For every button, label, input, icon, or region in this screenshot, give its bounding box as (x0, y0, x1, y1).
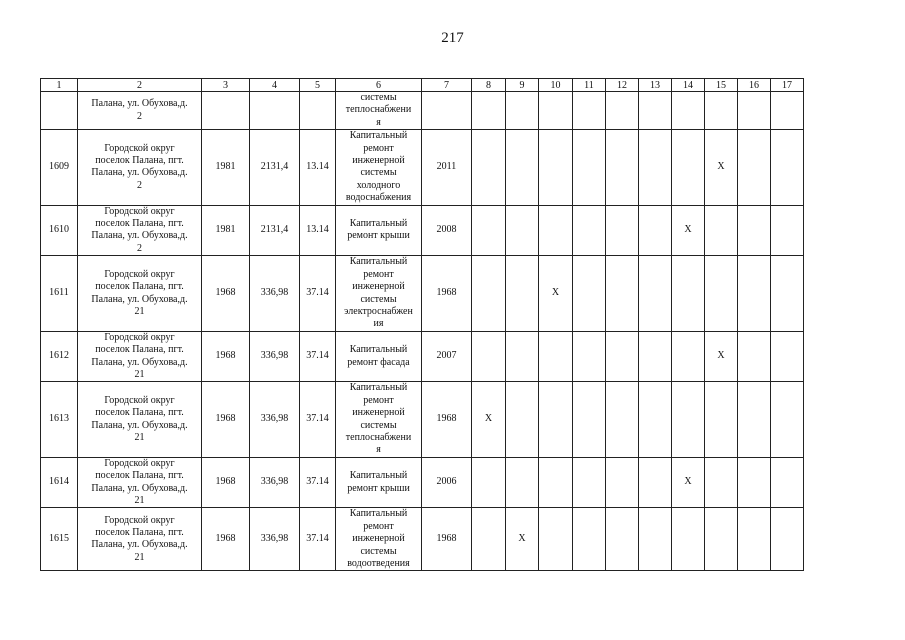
work-type-cell-line: системы (360, 545, 397, 557)
empty-cell (738, 508, 771, 571)
work-type-cell-line: я (376, 444, 381, 456)
work-type-cell-line: Капитальный (349, 382, 408, 394)
area-cell: 336,98 (250, 457, 300, 508)
work-type-cell-line: ремонт фасада (347, 356, 410, 368)
empty-cell (472, 256, 506, 331)
column-number-header: 13 (639, 79, 672, 92)
code-cell: 13.14 (300, 205, 336, 256)
empty-cell (771, 508, 804, 571)
table-row (41, 331, 804, 382)
year-built-cell: 1968 (202, 256, 250, 331)
empty-cell (472, 92, 506, 130)
year-done-cell: 1968 (422, 382, 472, 457)
empty-cell (771, 457, 804, 508)
empty-cell (606, 331, 639, 382)
year-built-cell: 1968 (202, 382, 250, 457)
year-done-cell: 1968 (422, 508, 472, 571)
work-type-cell (336, 457, 422, 508)
empty-cell (472, 508, 506, 571)
work-type-cell-line: водоотведения (347, 558, 410, 570)
empty-cell (606, 382, 639, 457)
table-body (41, 92, 804, 571)
work-type-cell-line: Капитальный (349, 470, 408, 482)
empty-cell (539, 130, 573, 205)
work-type-cell (336, 382, 422, 457)
empty-cell (472, 205, 506, 256)
address-cell-line: Городской округ (104, 268, 175, 280)
area-cell: 336,98 (250, 331, 300, 382)
work-type-cell-line: теплоснабжени (345, 104, 412, 116)
empty-cell (606, 130, 639, 205)
empty-cell (639, 382, 672, 457)
year-built-cell: 1981 (202, 205, 250, 256)
work-type-cell-line: я (376, 116, 381, 128)
address-cell-line: Палана, ул. Обухова,д. (91, 482, 188, 494)
table-row (41, 256, 804, 331)
empty-cell (506, 256, 539, 331)
empty-cell (672, 92, 705, 130)
year-built-cell: 1968 (202, 331, 250, 382)
address-cell-line: 2 (137, 179, 142, 191)
address-cell-line: поселок Палана, пгт. (95, 281, 184, 293)
empty-cell (506, 92, 539, 130)
empty-cell (705, 457, 738, 508)
empty-cell (639, 457, 672, 508)
address-cell-line: 21 (134, 551, 145, 563)
table-row (41, 508, 804, 571)
work-type-cell-line: инженерной (352, 533, 405, 545)
empty-cell (705, 256, 738, 331)
empty-cell (506, 331, 539, 382)
column-number-header: 7 (422, 79, 472, 92)
address-cell (78, 331, 202, 382)
work-type-cell-line: системы (360, 293, 397, 305)
empty-cell (672, 508, 705, 571)
work-type-cell (336, 130, 422, 205)
column-number-header: 4 (250, 79, 300, 92)
empty-cell (606, 508, 639, 571)
row-id-cell: 1614 (41, 457, 78, 508)
empty-cell (573, 457, 606, 508)
year-done-cell: 2007 (422, 331, 472, 382)
column-number-header: 16 (738, 79, 771, 92)
empty-cell (506, 457, 539, 508)
address-cell-line: 2 (137, 242, 142, 254)
empty-cell (472, 457, 506, 508)
empty-cell (573, 130, 606, 205)
work-type-cell-line: ия (373, 318, 384, 330)
header-row (41, 79, 804, 92)
x-mark-cell: X (672, 205, 705, 256)
empty-cell (539, 457, 573, 508)
column-number-header: 14 (672, 79, 705, 92)
empty-cell (506, 130, 539, 205)
empty-cell (771, 331, 804, 382)
empty-cell (771, 256, 804, 331)
column-number-header: 6 (336, 79, 422, 92)
empty-cell (771, 92, 804, 130)
address-cell-line: 21 (134, 368, 145, 380)
empty-cell (639, 256, 672, 331)
column-number-header: 17 (771, 79, 804, 92)
code-cell: 37.14 (300, 256, 336, 331)
empty-cell (573, 205, 606, 256)
year-done-cell (422, 92, 472, 130)
year-built-cell: 1968 (202, 508, 250, 571)
address-cell-line: Городской округ (104, 205, 175, 217)
work-type-cell-line: Капитальный (349, 256, 408, 268)
address-cell-line: Городской округ (104, 457, 175, 469)
work-type-cell (336, 256, 422, 331)
area-cell (250, 92, 300, 130)
empty-cell (672, 382, 705, 457)
empty-cell (573, 92, 606, 130)
work-type-cell-line: инженерной (352, 407, 405, 419)
work-type-cell-line: Капитальный (349, 130, 408, 142)
address-cell-line: поселок Палана, пгт. (95, 527, 184, 539)
address-cell-line: 2 (137, 110, 142, 122)
area-cell: 2131,4 (250, 130, 300, 205)
address-cell (78, 508, 202, 571)
code-cell: 37.14 (300, 331, 336, 382)
empty-cell (573, 382, 606, 457)
empty-cell (738, 382, 771, 457)
address-cell-line: Городской округ (104, 514, 175, 526)
address-cell-line: Палана, ул. Обухова,д. (91, 419, 188, 431)
empty-cell (639, 508, 672, 571)
year-done-cell: 1968 (422, 256, 472, 331)
address-cell (78, 382, 202, 457)
work-type-cell-line: ремонт крыши (347, 482, 410, 494)
address-cell-line: Палана, ул. Обухова,д. (91, 293, 188, 305)
column-number-header: 15 (705, 79, 738, 92)
row-id-cell: 1612 (41, 331, 78, 382)
work-type-cell-line: Капитальный (349, 344, 408, 356)
empty-cell (539, 508, 573, 571)
address-cell (78, 205, 202, 256)
empty-cell (606, 256, 639, 331)
year-built-cell (202, 92, 250, 130)
year-built-cell: 1981 (202, 130, 250, 205)
empty-cell (539, 331, 573, 382)
empty-cell (539, 205, 573, 256)
work-type-cell-line: холодного (356, 179, 401, 191)
column-number-header: 1 (41, 79, 78, 92)
year-done-cell: 2006 (422, 457, 472, 508)
empty-cell (771, 205, 804, 256)
empty-cell (705, 92, 738, 130)
work-type-cell-line: Капитальный (349, 218, 408, 230)
table-row (41, 92, 804, 130)
empty-cell (506, 205, 539, 256)
work-type-cell (336, 508, 422, 571)
address-cell-line: поселок Палана, пгт. (95, 155, 184, 167)
work-type-cell-line: теплоснабжени (345, 431, 412, 443)
address-cell (78, 92, 202, 130)
row-id-cell: 1613 (41, 382, 78, 457)
area-cell: 336,98 (250, 508, 300, 571)
work-type-cell-line: водоснабжения (345, 192, 412, 204)
empty-cell (738, 457, 771, 508)
row-id-cell: 1609 (41, 130, 78, 205)
address-cell (78, 130, 202, 205)
work-type-cell-line: ремонт (363, 268, 394, 280)
empty-cell (639, 92, 672, 130)
address-cell-line: Городской округ (104, 142, 175, 154)
empty-cell (606, 205, 639, 256)
year-built-cell: 1968 (202, 457, 250, 508)
address-cell (78, 457, 202, 508)
page-number: 217 (441, 30, 464, 46)
empty-cell (705, 508, 738, 571)
address-cell-line: Палана, ул. Обухова,д. (91, 356, 188, 368)
column-number-header: 9 (506, 79, 539, 92)
empty-cell (472, 331, 506, 382)
work-type-cell-line: системы (360, 92, 397, 103)
column-number-header: 3 (202, 79, 250, 92)
empty-cell (639, 130, 672, 205)
code-cell: 13.14 (300, 130, 336, 205)
address-cell-line: 21 (134, 431, 145, 443)
x-mark-cell: X (705, 130, 738, 205)
x-mark-cell: X (506, 508, 539, 571)
address-cell (78, 256, 202, 331)
work-type-cell-line: ремонт (363, 142, 394, 154)
empty-cell (771, 382, 804, 457)
work-type-cell (336, 92, 422, 130)
empty-cell (573, 331, 606, 382)
column-number-header: 2 (78, 79, 202, 92)
row-id-cell (41, 92, 78, 130)
address-cell-line: поселок Палана, пгт. (95, 470, 184, 482)
work-type-cell-line: электроснабжен (344, 305, 413, 317)
table-row (41, 457, 804, 508)
area-cell: 336,98 (250, 382, 300, 457)
empty-cell (639, 205, 672, 256)
row-id-cell: 1611 (41, 256, 78, 331)
empty-cell (573, 256, 606, 331)
empty-cell (672, 331, 705, 382)
address-cell-line: Городской округ (104, 394, 175, 406)
code-cell (300, 92, 336, 130)
address-cell-line: 21 (134, 495, 145, 506)
area-cell: 336,98 (250, 256, 300, 331)
row-id-cell: 1615 (41, 508, 78, 571)
table-row (41, 130, 804, 205)
code-cell: 37.14 (300, 382, 336, 457)
work-type-cell-line: Капитальный (349, 508, 408, 520)
row-id-cell: 1610 (41, 205, 78, 256)
empty-cell (506, 382, 539, 457)
work-type-cell-line: системы (360, 419, 397, 431)
code-cell: 37.14 (300, 457, 336, 508)
empty-cell (672, 256, 705, 331)
x-mark-cell: X (539, 256, 573, 331)
column-number-header: 8 (472, 79, 506, 92)
address-cell-line: Палана, ул. Обухова,д. (91, 167, 188, 179)
empty-cell (738, 331, 771, 382)
address-cell-line: поселок Палана, пгт. (95, 344, 184, 356)
empty-cell (738, 130, 771, 205)
column-number-header: 5 (300, 79, 336, 92)
work-type-cell-line: системы (360, 167, 397, 179)
x-mark-cell: X (472, 382, 506, 457)
address-cell-line: 21 (134, 305, 145, 317)
address-cell-line: Палана, ул. Обухова,д. (91, 539, 188, 551)
empty-cell (539, 382, 573, 457)
empty-cell (738, 205, 771, 256)
empty-cell (606, 457, 639, 508)
table-row (41, 205, 804, 256)
area-cell: 2131,4 (250, 205, 300, 256)
x-mark-cell: X (705, 331, 738, 382)
column-number-header: 12 (606, 79, 639, 92)
year-done-cell: 2011 (422, 130, 472, 205)
empty-cell (771, 130, 804, 205)
empty-cell (738, 256, 771, 331)
work-type-cell-line: инженерной (352, 155, 405, 167)
work-type-cell-line: ремонт (363, 520, 394, 532)
empty-cell (705, 205, 738, 256)
x-mark-cell: X (672, 457, 705, 508)
address-cell-line: Палана, ул. Обухова,д. (91, 98, 188, 110)
year-done-cell: 2008 (422, 205, 472, 256)
work-type-cell-line: ремонт крыши (347, 230, 410, 242)
empty-cell (738, 92, 771, 130)
empty-cell (573, 508, 606, 571)
code-cell: 37.14 (300, 508, 336, 571)
column-number-header: 10 (539, 79, 573, 92)
address-cell-line: поселок Палана, пгт. (95, 407, 184, 419)
address-cell-line: Палана, ул. Обухова,д. (91, 230, 188, 242)
column-number-header: 11 (573, 79, 606, 92)
table-row (41, 382, 804, 457)
empty-cell (672, 130, 705, 205)
empty-cell (539, 92, 573, 130)
empty-cell (705, 382, 738, 457)
work-type-cell (336, 331, 422, 382)
address-cell-line: поселок Палана, пгт. (95, 218, 184, 230)
repair-table (40, 78, 804, 571)
address-cell-line: Городской округ (104, 331, 175, 343)
work-type-cell-line: инженерной (352, 281, 405, 293)
empty-cell (606, 92, 639, 130)
empty-cell (639, 331, 672, 382)
work-type-cell-line: ремонт (363, 394, 394, 406)
work-type-cell (336, 205, 422, 256)
empty-cell (472, 130, 506, 205)
